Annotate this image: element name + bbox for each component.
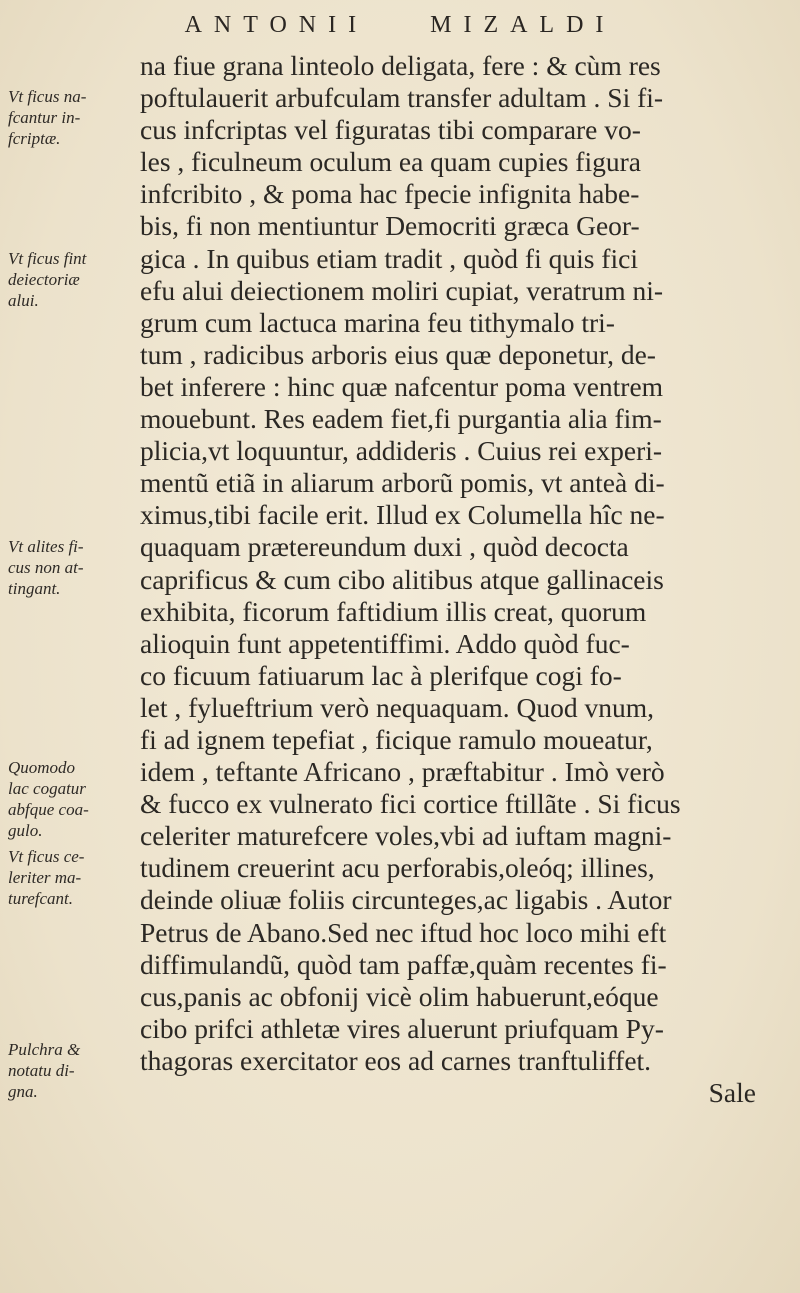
body-line: diffimulandũ, quòd tam paffæ,quàm recentes fi- (140, 948, 667, 980)
body-line: cus infcriptas vel figuratas tibi comparare vo- (140, 114, 641, 146)
margin-note-line: Vt ficus na- (8, 87, 87, 106)
margin-note-line: Pulchra & (8, 1040, 81, 1059)
body-line: bis, fi non mentiuntur Democriti græca Geor- (140, 210, 640, 242)
body-line: gica . In quibus etiam tradit , quòd fi quis fici (140, 242, 638, 274)
margin-note-line: gna. (8, 1082, 38, 1101)
body-line: co ficuum fatiuarum lac à plerifque cogi fo- (140, 659, 622, 691)
body-line: les , ficulneum oculum ea quam cupies figura (140, 146, 641, 178)
margin-note-line: fcriptæ. (8, 129, 61, 148)
margin-note-birds (8, 536, 138, 599)
body-line: ximus,tibi facile erit. Illud ex Columella hîc ne- (140, 499, 665, 531)
margin-note-ripening (8, 846, 138, 909)
body-line: tum , radicibus arboris eius quæ deponetur, de- (140, 338, 656, 370)
body-line: grum cum lactuca marina feu tithymalo tri- (140, 306, 615, 338)
margin-note-line: abfque coa- (8, 800, 89, 819)
margin-note-curdling-milk (8, 757, 138, 841)
margin-note-line: tingant. (8, 579, 61, 598)
margin-note-line: Vt ficus ce- (8, 847, 85, 866)
body-line: caprificus & cum cibo alitibus atque gallinaceis (140, 563, 664, 595)
body-line: plicia,vt loquuntur, addideris . Cuius rei experi- (140, 435, 663, 467)
body-line: mentũ etiã in aliarum arborũ pomis, vt anteà di- (140, 467, 665, 499)
margin-note-line: Vt alites fi- (8, 537, 84, 556)
body-line: Petrus de Abano.Sed nec iftud hoc loco mihi eft (140, 916, 667, 948)
body-line: tudinem creuerint acu perforabis,oleóq; illines, (140, 852, 655, 884)
running-head (0, 12, 800, 39)
margin-note-line: fcantur in- (8, 108, 81, 127)
body-line: efu alui deiectionem moliri cupiat, veratrum ni- (140, 274, 664, 306)
body-line: & fucco ex vulnerato fici cortice ftillãte . Si ficus (140, 788, 681, 820)
margin-note-line: lac cogatur (8, 779, 86, 798)
margin-note-line: Vt ficus fint (8, 249, 87, 268)
body-line: infcribito , & poma hac fpecie infignita habe- (140, 178, 640, 210)
body-line: exhibita, ficorum faftidium illis creat, quorum (140, 595, 647, 627)
running-head-author-last: MIZALDI (430, 12, 616, 38)
catchword: Sale (708, 1077, 756, 1108)
margin-note-line: turefcant. (8, 889, 73, 908)
body-line: bet inferere : hinc quæ nafcentur poma ventrem (140, 370, 664, 402)
body-line: let , fylueftrium verò nequaquam. Quod vnum, (140, 691, 654, 723)
body-line: fi ad ignem tepefiat , ficique ramulo moueatur, (140, 723, 653, 755)
body-line: mouebunt. Res eadem fiet,fi purgantia alia fim- (140, 403, 662, 435)
body-text (140, 50, 770, 1109)
running-head-author-first: ANTONII (184, 12, 369, 38)
margin-note-line: Quomodo (8, 758, 76, 777)
margin-note-line: gulo. (8, 821, 43, 840)
body-line: idem , teftante Africano , præftabitur . Imò verò (140, 756, 665, 788)
body-line: quaquam prætereundum duxi , quòd decocta (140, 531, 629, 563)
body-line: thagoras exercitator eos ad carnes tranftuliffet. (140, 1044, 652, 1076)
margin-note-noteworthy (8, 1039, 138, 1102)
body-line: poftulauerit arbufculam transfer adultam . Si fi- (140, 82, 664, 114)
margin-note-laxative-figs (8, 248, 138, 311)
body-line: cibo prifci athletæ vires aluerunt priufquam Py- (140, 1012, 664, 1044)
body-line: alioquin funt appetentiffimi. Addo quòd fuc- (140, 627, 630, 659)
margin-note-line: leriter ma- (8, 868, 82, 887)
margin-note-line: notatu di- (8, 1061, 75, 1080)
body-line: deinde oliuæ foliis circunteges,ac ligabis . Autor (140, 884, 672, 916)
body-line: cus,panis ac obfonij vicè olim habuerunt,eóque (140, 980, 659, 1012)
margin-note-line: alui. (8, 291, 39, 310)
margin-note-line: deiectoriæ (8, 270, 80, 289)
body-line: celeriter maturefcere voles,vbi ad iuftam magni- (140, 820, 672, 852)
body-line: na fiue grana linteolo deligata, fere : & cùm res (140, 50, 661, 81)
margin-note-inscribed-figs (8, 86, 138, 149)
margin-note-line: cus non at- (8, 558, 84, 577)
